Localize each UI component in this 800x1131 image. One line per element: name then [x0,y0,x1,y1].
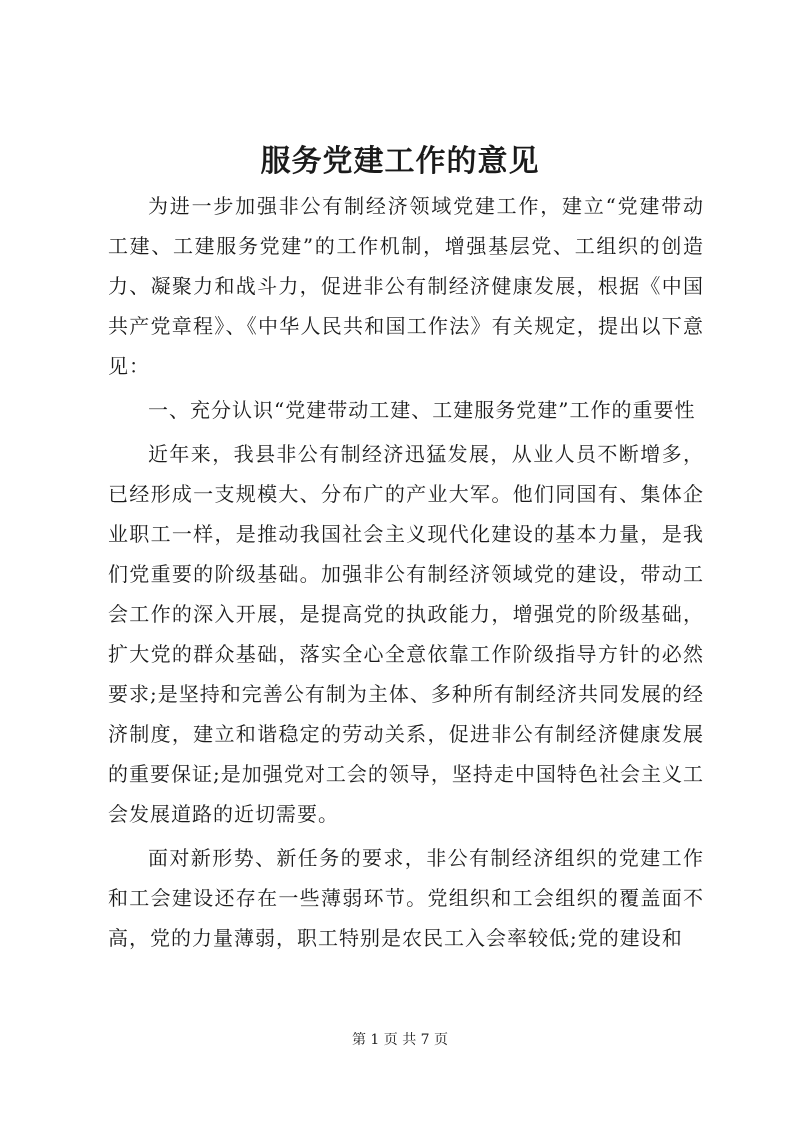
page-footer: 第 1 页 共 7 页 [351,1032,449,1048]
page-title: 服务党建工作的意见 [260,144,540,179]
paragraph-intro: 为进一步加强非公有制经济领域党建工作，建立“党建带动工建、工建服务党建”的工作机制，增强基层党、工组织的创造力、凝聚力和战斗力，促进非公有制经济健康发展，根据《中国共产党章程》、《中华人民共和国工作法》有关规定，提出以下意见： [108,194,704,378]
section-heading-1: 一、充分认识“党建带动工建、工建服务党建”工作的重要性 [148,398,696,422]
paragraph-challenges: 面对新形势、新任务的要求，非公有制经济组织的党建工作和工会建设还存在一些薄弱环节。党组织和工会组织的覆盖面不高，党的力量薄弱，职工特别是农民工入会率较低;党的建设和 [108,846,704,950]
document-body [108,186,704,962]
paragraph-background: 近年来，我县非公有制经济迅猛发展，从业人员不断增多，已经形成一支规模大、分布广的产业大军。他们同国有、集体企业职工一样，是推动我国社会主义现代化建设的基本力量，是我们党重要的阶级基础。加强非公有制经济领域党的建设，带动工会工作的深入开展，是提高党的执政能力，增强党的阶级基础，扩大党的群众基础，落实全心全意依靠工作阶级指导方针的必然要求;是坚持和完善公有制为主体、多种所有制经济共同发展的经济制度，建立和谐稳定的劳动关系，促进非公有制经济健康发展的重要保证;是加强党对工会的领导，坚持走中国特色社会主义工会发展道路的近切需要。 [108,442,704,826]
